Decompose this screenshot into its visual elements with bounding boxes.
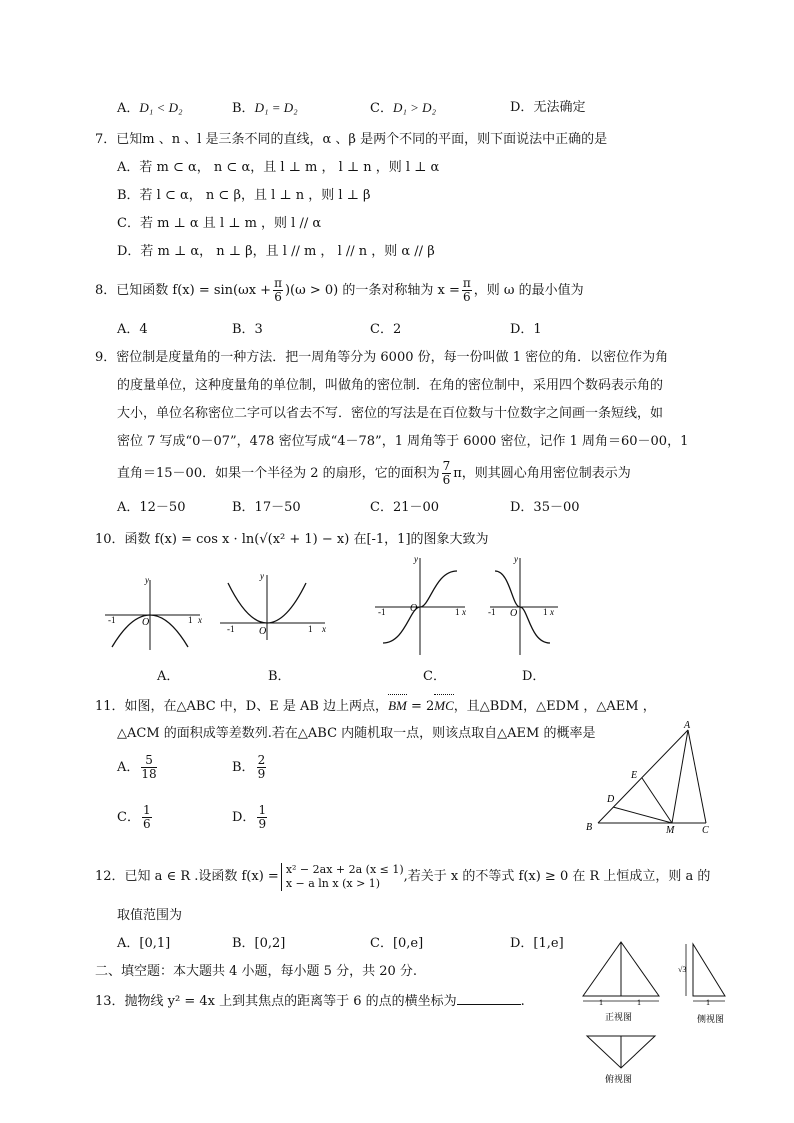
q10-d-x-label: x bbox=[550, 607, 554, 617]
side-height-label: √3 bbox=[678, 965, 687, 974]
vector-mc: MC bbox=[434, 698, 454, 713]
q10-b-origin: O bbox=[259, 626, 267, 637]
q12-stem: 12．已知 a ∈ R .设函数 f(x) = x² − 2ax + 2a (x ≤ 1) x − a ln x (x > 1) ,若关于 x 的不等式 f(x) ≥ 0 在 R 上恒成立，则 a 的 bbox=[95, 862, 711, 890]
q8-stem: 8．已知函数 f(x) = sin(ωx + $\frac{\pi}{6}$ )(ω > 0) 的一条对称轴为 x = $\frac{\pi}{6}$ ，则 ω 的最小值为 bbox=[95, 276, 584, 304]
q10-graph-c bbox=[375, 558, 465, 655]
q7-stem: 7．已知m 、n 、l 是三条不同的直线，α 、β 是两个不同的平面，则下面说法中正确的是 bbox=[95, 132, 608, 147]
q9-line-1: 9．密位制是度量角的一种方法．把一周角等分为 6000 份，每一份叫做 1 密位的角．以密位作为角 bbox=[95, 350, 669, 365]
q10-label-c: C． bbox=[423, 669, 446, 684]
fig-label-e: E bbox=[631, 770, 638, 781]
q10-label-b: B． bbox=[268, 669, 291, 684]
q7-option-a: A．若 m ⊂ α， n ⊂ α，且 l ⊥ m ， l ⊥ n ，则 l ⊥ α bbox=[117, 160, 440, 175]
q12-option-c: C．[0,e] bbox=[370, 936, 424, 951]
q9-option-b: B．17－50 bbox=[232, 500, 301, 515]
q12-option-b: B．[0,2] bbox=[232, 936, 286, 951]
q10-c-pos-tick: 1 bbox=[455, 607, 460, 617]
side-width-label: 1 bbox=[706, 998, 710, 1007]
q10-label-d: D． bbox=[522, 669, 546, 684]
q8-option-d: D．1 bbox=[510, 322, 542, 337]
front-width-label-right: 1 bbox=[637, 998, 641, 1007]
q10-graph-a bbox=[105, 580, 200, 650]
q10-d-neg-tick: -1 bbox=[488, 607, 496, 617]
section-2-heading: 二、填空题：本大题共 4 小题，每小题 5 分，共 20 分. bbox=[95, 964, 418, 979]
q9-line-4: 密位 7 写成“0－07”，478 密位写成“4－78”，1 周角等于 6000 密位，记作 1 周角＝60－00，1 bbox=[117, 434, 689, 449]
q9-option-a: A．12－50 bbox=[117, 500, 186, 515]
q9-line-3: 大小，单位名称密位二字可以省去不写．密位的写法是在百位数与十位数字之间画一条短线，如 bbox=[117, 406, 664, 421]
side-view-caption: 侧视图 bbox=[697, 1014, 725, 1024]
front-view-caption: 正视图 bbox=[605, 1012, 633, 1022]
q12-option-a: A．[0,1] bbox=[117, 936, 171, 951]
q10-b-x-label: x bbox=[322, 624, 326, 634]
q10-a-y-label: y bbox=[145, 575, 149, 585]
q10-graphs bbox=[100, 555, 560, 660]
q10-a-neg-tick: -1 bbox=[108, 615, 116, 625]
q10-d-y-label: y bbox=[514, 555, 518, 564]
q12-line-2: 取值范围为 bbox=[117, 908, 183, 923]
q6-option-c: C．D₁ > D₂ bbox=[370, 100, 437, 116]
fig-label-m: M bbox=[666, 825, 675, 836]
q8-option-b: B．3 bbox=[232, 322, 263, 337]
q6-option-a: A．D₁ < D₂ bbox=[117, 100, 183, 116]
q11-line-1: 11．如图，在△ABC 中，D、E 是 AB 边上两点，BM = 2MC，且△BDM，△EDM ，△AEM ， bbox=[95, 698, 656, 714]
q7-option-d: D．若 m ⊥ α， n ⊥ β，且 l // m ， l // n ，则 α // β bbox=[117, 244, 435, 259]
q10-c-neg-tick: -1 bbox=[378, 607, 386, 617]
q10-c-origin: O bbox=[410, 603, 418, 614]
q9-option-c: C．21－00 bbox=[370, 500, 440, 515]
q13-stem: 13．抛物线 y² = 4x 上到其焦点的距离等于 6 的点的横坐标为 . bbox=[95, 991, 525, 1011]
three-views-figure bbox=[575, 936, 740, 1088]
front-width-label-left: 1 bbox=[599, 998, 603, 1007]
fig-label-b: B bbox=[586, 822, 593, 833]
q8-option-c: C．2 bbox=[370, 322, 402, 337]
q10-c-y-label: y bbox=[414, 555, 418, 564]
fig-label-a: A bbox=[684, 720, 691, 731]
q10-a-x-label: x bbox=[198, 615, 202, 625]
q10-d-pos-tick: 1 bbox=[543, 607, 548, 617]
q10-stem: 10．函数 f(x) = cos x · ln(√(x² + 1) − x) 在[-1，1]的图象大致为 bbox=[95, 532, 489, 547]
top-view-caption: 俯视图 bbox=[605, 1074, 633, 1084]
q11-option-c: C． $\frac{1}{6}$ bbox=[117, 803, 151, 831]
q12-option-d: D．[1,e] bbox=[510, 936, 564, 951]
q10-d-origin: O bbox=[510, 608, 518, 619]
q10-b-neg-tick: -1 bbox=[227, 624, 235, 634]
q11-option-d: D． $\frac{1}{9}$ bbox=[232, 803, 267, 831]
q8-option-a: A．4 bbox=[117, 322, 148, 337]
q7-option-b: B．若 l ⊂ α， n ⊂ β，且 l ⊥ n ，则 l ⊥ β bbox=[117, 188, 371, 203]
q10-b-pos-tick: 1 bbox=[308, 624, 313, 634]
q9-line-5: 直角＝15－00．如果一个半径为 2 的扇形，它的面积为 $\frac{7}{6}$ π，则其圆心角用密位制表示为 bbox=[117, 459, 631, 487]
q11-option-b: B． $\frac{2}{9}$ bbox=[232, 753, 266, 781]
vector-bm: BM bbox=[388, 698, 407, 713]
q10-c-x-label: x bbox=[462, 607, 466, 617]
q9-option-d: D．35－00 bbox=[510, 500, 580, 515]
fig-label-d: D bbox=[607, 794, 615, 805]
q6-option-b: B．D₁ = D₂ bbox=[232, 100, 298, 116]
fig-label-c: C bbox=[702, 825, 709, 836]
q10-a-pos-tick: 1 bbox=[188, 615, 193, 625]
q6-option-d: D．无法确定 bbox=[510, 100, 586, 115]
q9-line-2: 的度量单位，这种度量角的单位制，叫做角的密位制．在角的密位制中，采用四个数码表示角的 bbox=[117, 378, 664, 393]
q11-line-2: △ACM 的面积成等差数列.若在△ABC 内随机取一点，则该点取自△AEM 的概率是 bbox=[117, 726, 596, 741]
q10-b-y-label: y bbox=[260, 571, 264, 581]
q13-answer-blank bbox=[457, 991, 521, 1005]
q11-triangle-figure bbox=[580, 718, 720, 838]
q10-a-origin: O bbox=[142, 617, 150, 628]
q10-graph-d bbox=[490, 558, 558, 655]
q10-label-a: A． bbox=[157, 669, 180, 684]
q11-option-a: A． $\frac{5}{18}$ bbox=[117, 753, 157, 781]
q7-option-c: C．若 m ⊥ α 且 l ⊥ m ，则 l // α bbox=[117, 216, 322, 231]
